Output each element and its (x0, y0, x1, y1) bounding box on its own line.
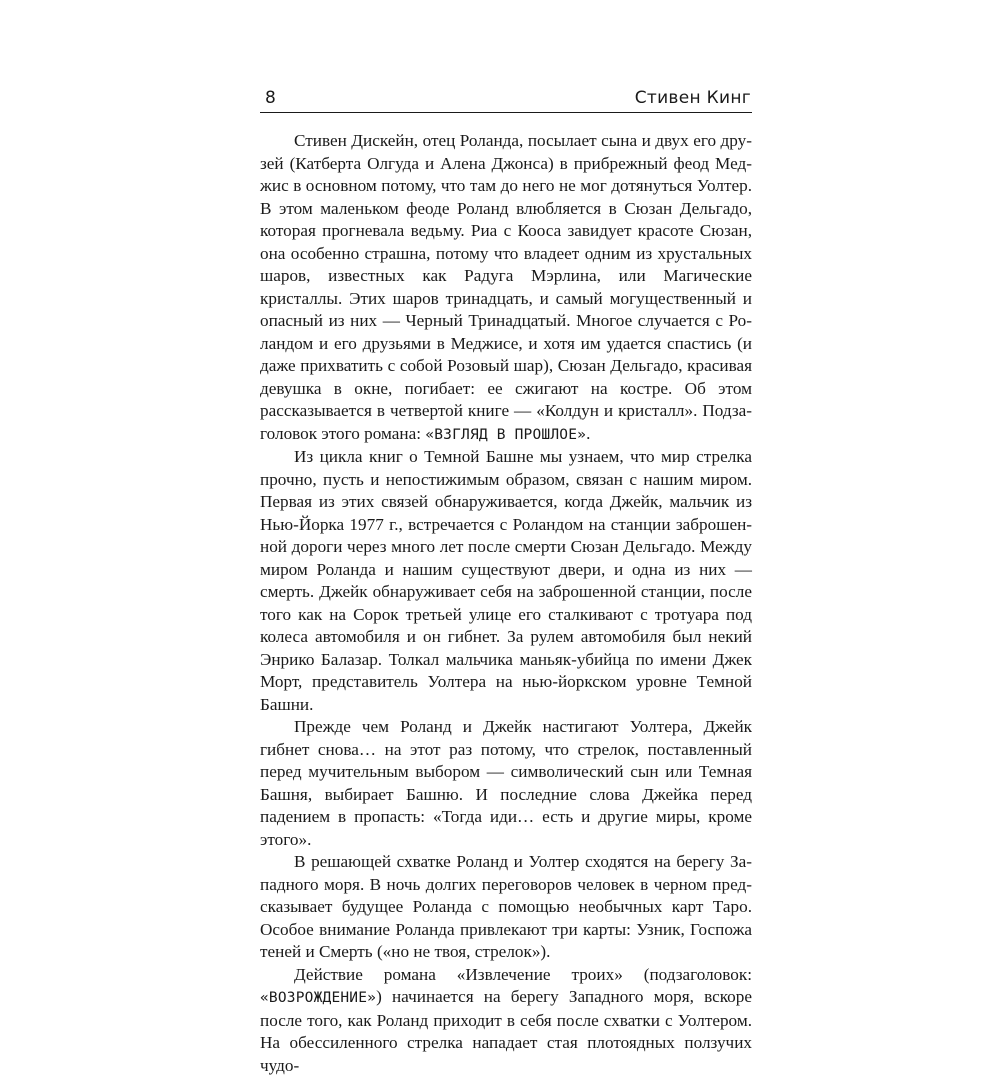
paragraph (260, 851, 752, 964)
paragraph (260, 130, 752, 446)
text-run: ) начинается на берегу Западного моря, вскоре после того, как Роланд приходит в себя после схватки с Уолтером. На обессиленного стрелка нападает стая плотоядных ползучих чудо- (260, 987, 752, 1075)
paragraph (260, 964, 752, 1077)
paragraph (260, 716, 752, 851)
subtitle-caps: «ВОЗРОЖДЕНИЕ» (260, 990, 376, 1006)
running-header (260, 84, 752, 114)
text-run: В решающей схватке Роланд и Уолтер сходятся на берегу Западного моря. В ночь долгих переговоров человек в черном предсказывает будущее Роланда с помощью необычных карт Таро. Особое внимание Роланда привлекают три карты: Узник, Госпожа теней и Смерть («но не твоя, стрелок»). (260, 852, 752, 961)
paragraph (260, 446, 752, 716)
text-run: Из цикла книг о Темной Башне мы узнаем, что мир стрелка прочно, пусть и непостижимым образом, связан с нашим миром. Первая из этих связей обнаруживается, когда Джейк, мальчик из Нью-Йорка 1977 г., встречается с Роландом на станции заброшенной дороги через много лет после смерти Сюзан Дельгадо. Между миром Роланда и нашим существуют двери, и одна из них — смерть. Джейк обнаруживает себя на заброшенной станции, после того как на Сорок третьей улице его сталкивают с тротуара под колеса автомобиля и он гибнет. За рулем автомобиля был некий Энрико Балазар. Толкал мальчика маньяк-убийца по имени Джек Морт, представитель Уолтера на нью-йоркском уровне Темной Башни. (260, 447, 752, 714)
book-page (260, 84, 752, 114)
text-run: . (586, 424, 590, 443)
header-rule (260, 112, 752, 113)
body-text (260, 130, 752, 1077)
page-number: 8 (265, 88, 276, 108)
text-run: Прежде чем Роланд и Джейк настигают Уолтера, Джейк гибнет снова… на этот раз потому, что стрелок, поставленный перед мучительным выбором — символический сын или Темная Башня, выбирает Башню. И последние слова Джейка перед падением в пропасть: «Тогда иди… есть и другие миры, кроме этого». (260, 717, 752, 849)
text-run: Действие романа «Извлечение троих» (подзаголовок: (294, 965, 752, 984)
subtitle-caps: «ВЗГЛЯД В ПРОШЛОЕ» (425, 427, 586, 443)
running-title: Стивен Кинг (635, 88, 751, 108)
text-run: Стивен Дискейн, отец Роланда, посылает сына и двух его друзей (Катберта Олгуда и Алена Джонса) в прибрежный феод Меджис в основном потому, что там до него не мог дотянуться Уолтер. В этом маленьком феоде Роланд влюбляется в Сюзан Дельгадо, которая прогневала ведьму. Риа с Кооса завидует красоте Сюзан, она особенно страшна, потому что владеет одним из хрустальных шаров, известных как Радуга Мэрлина, или Магические кристаллы. Этих шаров тринадцать, и самый могущественный и опасный из них — Черный Тринадцатый. Многое случается с Роландом и его друзьями в Меджисе, и хотя им удается спастись (и даже прихватить с собой Розовый шар), Сюзан Дельгадо, красивая девушка в окне, погибает: ее сжигают на костре. Об этом рассказывается в четвертой книге — «Колдун и кристалл». Подзаголовок этого романа: (260, 131, 752, 443)
